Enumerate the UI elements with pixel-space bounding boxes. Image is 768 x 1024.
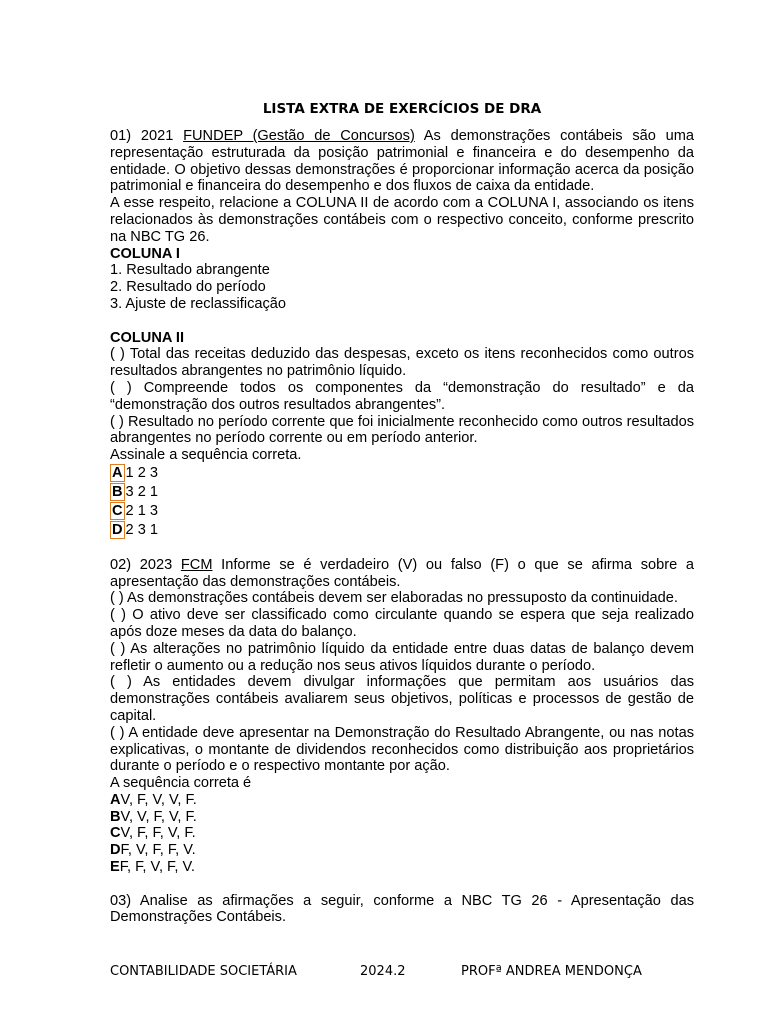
q2-item: ( ) A entidade deve apresentar na Demonstração do Resultado Abrangente, ou nas notas explicativas, o montante de dividendos reconhecidos como distribuição aos proprietários durante o período e o respectivo montante por ação. — [110, 724, 694, 775]
option-text: 2 1 3 — [125, 502, 159, 519]
q1-option-d[interactable] — [110, 521, 694, 540]
q1-col1-header: COLUNA I — [110, 245, 180, 262]
option-letter: D — [112, 522, 123, 539]
option-text: 1 2 3 — [125, 464, 159, 481]
footer-teacher: PROFª ANDREA MENDONÇA — [461, 964, 642, 979]
q2-number: 02) 2023 — [110, 556, 181, 573]
q2-option-c[interactable] — [110, 825, 694, 842]
option-letter: B — [110, 808, 121, 825]
q1-col2-header: COLUNA II — [110, 329, 185, 346]
q1-col1-item: 3. Ajuste de reclassificação — [110, 295, 287, 312]
q1-option-c[interactable] — [110, 502, 694, 521]
q2-item: ( ) As demonstrações contábeis devem ser elaboradas no pressuposto da continuidade. — [110, 590, 678, 607]
option-letter: A — [110, 791, 121, 808]
q2-option-e[interactable] — [110, 859, 694, 876]
q1-intro-text: As demonstrações contábeis são uma representação estruturada da posição patrimonial e financeira e do desempenho da entidade. O objetivo dessas demonstrações é proporcionar informação acerca da posição patrimonial e financeira do desempenho e dos fluxos de caixa da entidade. — [110, 128, 695, 195]
footer-course: CONTABILIDADE SOCIETÁRIA — [110, 964, 297, 979]
q2-option-d[interactable] — [110, 842, 694, 859]
option-letter: B — [112, 484, 123, 501]
option-text: F, F, V, F, V. — [119, 859, 195, 876]
q2-item: ( ) O ativo deve ser classificado como circulante quando se espera que seja realizado após doze meses da data do balanço. — [110, 607, 694, 640]
q1-intro — [110, 128, 694, 195]
q1-col1-item: 1. Resultado abrangente — [110, 262, 270, 279]
q2-prompt: A sequência correta é — [110, 775, 252, 792]
q2-intro — [110, 557, 694, 591]
option-letter: C — [110, 825, 121, 842]
q1-col2-item: ( ) Compreende todos os componentes da “demonstração do resultado” e da “demonstração dos outros resultados abrangentes”. — [110, 379, 694, 413]
q1-option-a[interactable] — [110, 464, 694, 483]
option-text: V, F, V, V, F. — [120, 791, 197, 808]
footer-term: 2024.2 — [360, 964, 406, 979]
q1-number: 01) 2021 — [110, 128, 184, 144]
q1-paragraph2: A esse respeito, relacione a COLUNA II de acordo com a COLUNA I, associando os itens relacionados às demonstrações contábeis com o respectivo conceito, conforme prescrito na NBC TG 26. — [110, 195, 694, 245]
q1-prompt: Assinale a sequência correta. — [110, 447, 302, 464]
q2-option-a[interactable] — [110, 792, 694, 809]
q2-source-link[interactable]: FCM — [180, 556, 213, 573]
option-letter: A — [112, 465, 123, 482]
option-letter: E — [110, 859, 120, 876]
option-text: 2 3 1 — [125, 521, 159, 538]
spacer — [110, 313, 694, 330]
option-letter: C — [112, 503, 123, 520]
option-text: F, V, F, F, V. — [120, 842, 196, 859]
option-text: V, F, F, V, F. — [120, 825, 196, 842]
q1-col2-item: ( ) Total das receitas deduzido das despesas, exceto os itens reconhecidos como outros resultados abrangentes no patrimônio líquido. — [110, 346, 694, 380]
q1-source-link[interactable]: FUNDEP (Gestão de Concursos) — [183, 128, 415, 144]
q2-option-b[interactable] — [110, 809, 694, 826]
option-letter: D — [110, 842, 121, 859]
q2-item: ( ) As alterações no patrimônio líquido da entidade entre duas datas de balanço devem refletir o aumento ou a redução nos seus ativos líquidos durante o período. — [110, 640, 694, 674]
option-text: 3 2 1 — [125, 483, 159, 500]
spacer — [110, 876, 694, 893]
q1-option-b[interactable] — [110, 483, 694, 502]
q1-col1-item: 2. Resultado do período — [110, 279, 266, 296]
q1-col2-item: ( ) Resultado no período corrente que foi inicialmente reconhecido como outros resultados abrangentes no período corrente ou em período anterior. — [110, 413, 694, 447]
document-body — [110, 128, 694, 926]
spacer — [110, 540, 694, 557]
q2-intro-text: Informe se é verdadeiro (V) ou falso (F) o que se afirma sobre a apresentação das demonstrações contábeis. — [110, 556, 694, 590]
option-text: V, V, F, V, F. — [120, 808, 197, 825]
document-title: LISTA EXTRA DE EXERCÍCIOS DE DRA — [262, 101, 542, 117]
q3-intro: 03) Analise as afirmações a seguir, conforme a NBC TG 26 - Apresentação das Demonstrações Contábeis. — [110, 892, 694, 926]
q2-item: ( ) As entidades devem divulgar informações que permitam aos usuários das demonstrações contábeis avaliarem seus objetivos, políticas e processos de gestão de capital. — [110, 674, 694, 724]
